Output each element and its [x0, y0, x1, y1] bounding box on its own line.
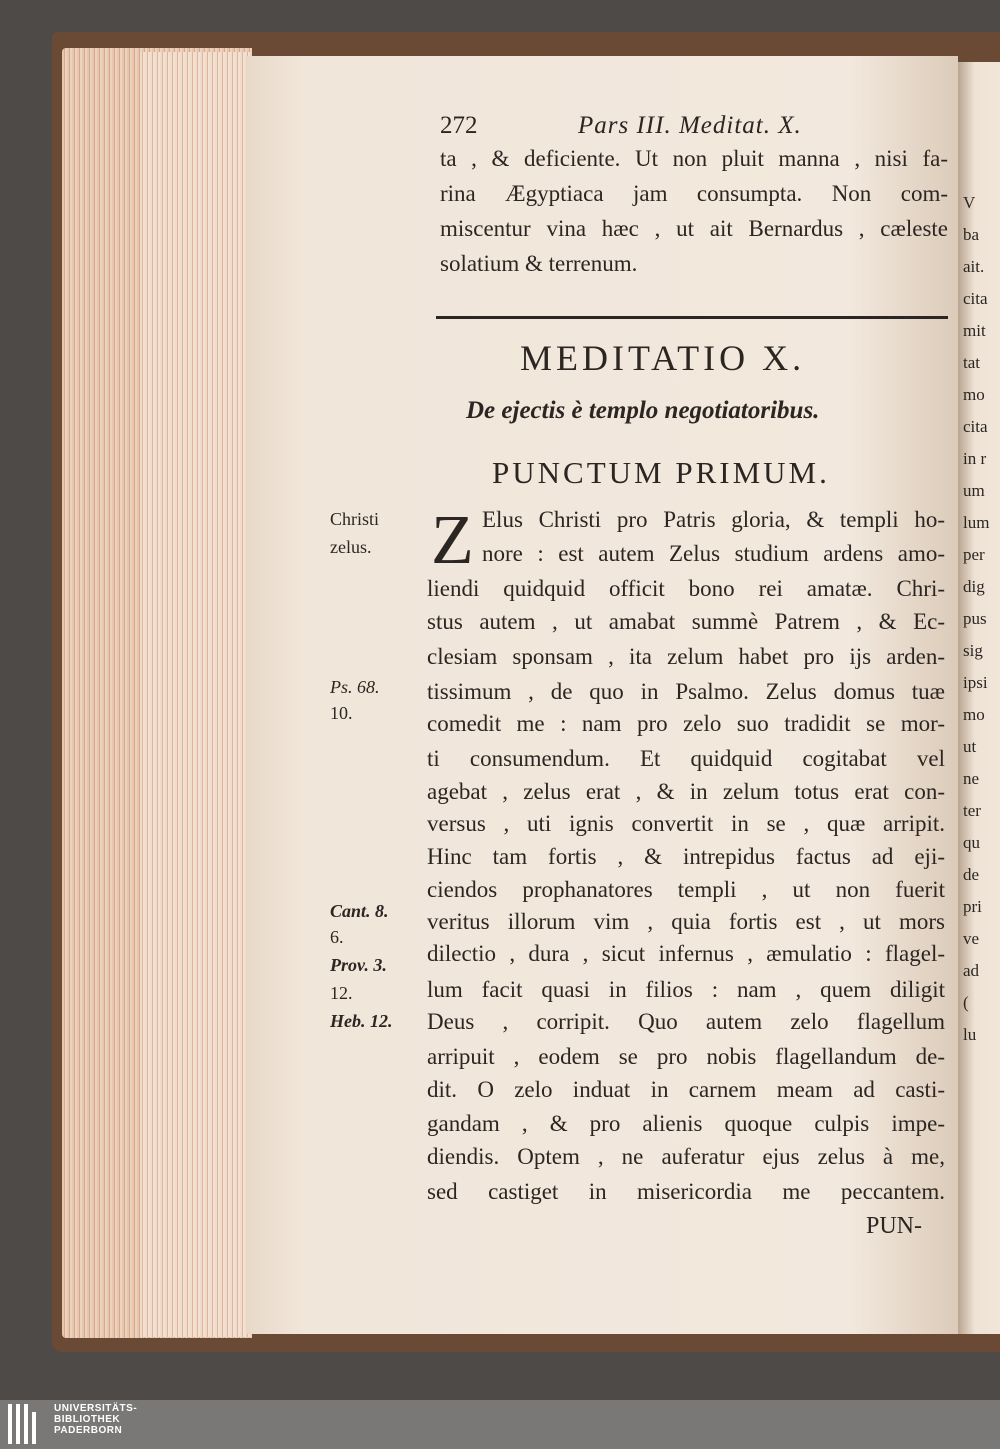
running-title: Pars III. Meditat. X.	[578, 112, 802, 139]
right-page-fragment: cita	[963, 417, 988, 436]
right-page-fragment: sig	[963, 641, 983, 660]
right-page-fragment: ad	[963, 961, 980, 980]
body-line: tissimum , de quo in Psalmo. Zelus domus tuæ	[427, 679, 945, 704]
right-page-fragment: lum	[963, 513, 990, 532]
body-line: comedit me : nam pro zelo suo tradidit se mor-	[427, 711, 945, 736]
margin-note: Prov. 3.	[330, 955, 387, 975]
right-page-fragment: ipsi	[963, 673, 988, 692]
text-line: rina Ægyptiaca jam consumpta. Non com-	[440, 181, 948, 206]
meditation-subtitle: De ejectis è templo negotiatoribus.	[466, 397, 820, 424]
right-page-partial	[958, 62, 1000, 1334]
margin-note: Christi	[330, 509, 380, 529]
body-line: versus , uti ignis convertit in se , quæ arripit.	[427, 811, 945, 836]
body-line: agebat , zelus erat , & in zelum totus erat con-	[427, 779, 945, 804]
body-line: dit. O zelo induat in carnem meam ad casti-	[427, 1077, 945, 1102]
body-line: clesiam sponsam , ita zelum habet pro ijs arden-	[427, 644, 945, 669]
right-page-fragment: ve	[963, 929, 980, 948]
right-page-fragment: pus	[963, 609, 987, 628]
text-line: miscentur vina hæc , ut ait Bernardus , cæleste	[440, 216, 948, 241]
body-line: Deus , corripit. Quo autem zelo flagellum	[427, 1009, 945, 1034]
right-page-fragment: dig	[963, 577, 985, 596]
margin-note: 10.	[330, 703, 353, 723]
right-page-fragment: lu	[963, 1025, 977, 1044]
right-page-fragment: qu	[963, 833, 980, 852]
right-page-fragment: pri	[963, 897, 982, 916]
body-line: Elus Christi pro Patris gloria, & templi ho-	[482, 507, 945, 532]
right-page-fragment: (	[963, 993, 969, 1012]
section-title: PUNCTUM PRIMUM.	[492, 455, 830, 490]
right-page-fragment: per	[963, 545, 985, 564]
library-line: PADERBORN	[54, 1425, 123, 1436]
right-page-fragment: mo	[963, 385, 985, 404]
margin-note: zelus.	[330, 537, 372, 557]
text-line: solatium & terrenum.	[440, 251, 638, 276]
margin-note: Cant. 8.	[330, 901, 389, 921]
catchword: PUN-	[866, 1213, 923, 1239]
body-line: stus autem , ut amabat summè Patrem , & Ec-	[427, 609, 945, 634]
right-page-fragment: in r	[963, 449, 987, 468]
library-line: BIBLIOTHEK	[54, 1414, 121, 1425]
body-line: sed castiget in misericordia me peccantem.	[427, 1179, 945, 1204]
margin-note: Heb. 12.	[330, 1011, 393, 1031]
body-line: Hinc tam fortis , & intrepidus factus ad eji-	[427, 844, 945, 869]
right-page-fragment: cita	[963, 289, 988, 308]
body-line: diendis. Optem , ne auferatur ejus zelus à me,	[427, 1144, 945, 1169]
right-page-fragment: ait.	[963, 257, 985, 276]
body-line: nore : est autem Zelus studium ardens amo-	[482, 541, 945, 566]
library-line: UNIVERSITÄTS-	[54, 1403, 138, 1414]
meditation-title: MEDITATIO X.	[520, 338, 806, 378]
margin-note: 6.	[330, 927, 344, 947]
body-line: lum facit quasi in filios : nam , quem diligit	[427, 977, 945, 1002]
body-line: gandam , & pro alienis quoque culpis impe-	[427, 1111, 945, 1136]
right-page-fragment: de	[963, 865, 980, 884]
drop-cap: Z	[431, 502, 474, 579]
library-name	[54, 1403, 137, 1436]
library-logo-icon	[6, 1402, 46, 1446]
right-page-fragment: V	[963, 193, 976, 212]
right-page-fragment: ba	[963, 225, 980, 244]
body-line: ti consumendum. Et quidquid cogitabat vel	[427, 746, 945, 771]
margin-note: 12.	[330, 983, 353, 1003]
right-page-fragment: ne	[963, 769, 980, 788]
divider-rule	[436, 316, 948, 319]
body-line: veritus illorum vim , quia fortis est , ut mors	[427, 909, 945, 934]
margin-note: Ps. 68.	[330, 677, 380, 697]
right-page-fragment: mit	[963, 321, 986, 340]
footer-bar	[0, 1400, 1000, 1449]
page-edges-inner	[140, 52, 250, 1337]
body-line: ciendos prophanatores templi , ut non fuerit	[427, 877, 945, 902]
body-line: dilectio , dura , sicut infernus , æmulatio : flagel-	[427, 941, 945, 966]
body-line: liendi quidquid officit bono rei amatæ. Chri-	[427, 576, 945, 601]
right-page-fragment: um	[963, 481, 985, 500]
right-page-fragment: mo	[963, 705, 985, 724]
text-line: ta , & deficiente. Ut non pluit manna , nisi fa-	[440, 146, 948, 171]
right-page-fragment: ter	[963, 801, 981, 820]
page-number: 272	[440, 112, 478, 139]
right-page-fragment: tat	[963, 353, 980, 372]
body-line: arripuit , eodem se pro nobis flagellandum de-	[427, 1044, 945, 1069]
right-page-fragment: ut	[963, 737, 977, 756]
